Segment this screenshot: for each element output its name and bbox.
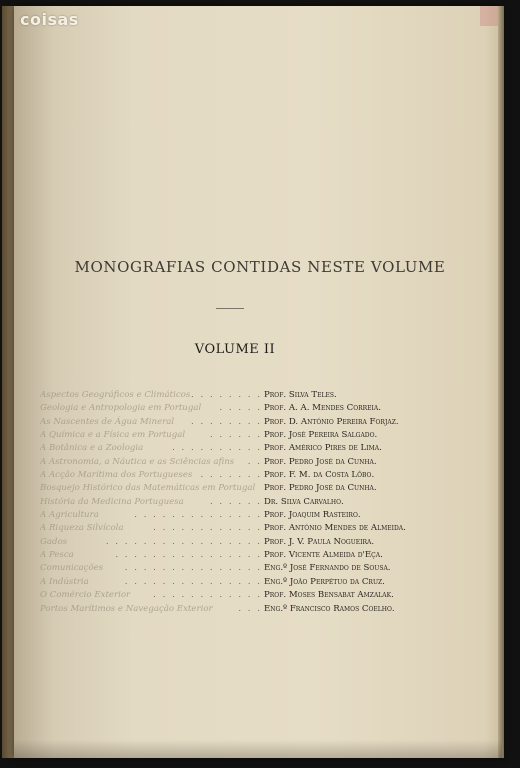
volume-title: VOLUME II [194,342,276,357]
monograph-author: Prof. Américo Pires de Lima. [264,443,382,454]
monograph-author: Prof. Pedro José da Cunha. [264,483,377,494]
leader-dots: . . . . . . . . . . . . . . . [124,576,262,587]
monograph-author: Prof. Silva Teles. [264,390,337,400]
contents-row [40,562,460,575]
monograph-author: Prof. Vicente Almeida d'Eça. [264,550,383,561]
page-heading: MONOGRAFIAS CONTIDAS NESTE VOLUME [74,258,446,276]
monograph-author: Prof. Moses Bensabat Amzalak. [264,590,394,601]
contents-row [40,496,460,509]
monograph-author: Prof. Joaquim Rasteiro. [264,510,361,521]
monograph-title: Portos Marítimos e Navegação Exterior [40,603,213,614]
monograph-title: A Pesca [40,550,74,561]
contents-list [40,389,460,616]
contents-row [40,603,460,616]
monograph-author: Prof. D. António Pereira Forjaz. [264,416,399,427]
leader-dots: . . . . . . . . . . . . . . . . [115,550,262,561]
page-right-edge [498,6,504,758]
contents-row [40,482,460,495]
monograph-author: Prof. Pedro José da Cunha. [264,456,377,467]
contents-row [40,456,460,469]
leader-dots: . . . [238,603,262,614]
contents-row [40,416,460,429]
monograph-author: Prof. J. V. Paula Nogueira. [264,536,375,547]
monograph-title: A Riqueza Silvícola [40,523,124,534]
contents-row [40,522,460,535]
monograph-title: Aspectos Geográficos e Climáticos [40,390,191,400]
heading-divider [216,308,244,309]
contents-row [40,549,460,562]
monograph-title: Comunicações [40,563,104,574]
contents-row [40,536,460,549]
contents-row [40,589,460,602]
leader-dots: . . . . . . . . [191,390,262,400]
contents-row [40,576,460,589]
contents-row [40,429,460,442]
monograph-title: A Astronomia, a Náutica e as Sciências afins [40,456,235,467]
leader-dots: . . . . . . . [200,470,262,481]
monograph-author: Prof. A. A. Mendes Correia. [264,403,381,414]
monograph-title: A Agricultura [40,510,99,521]
contents-row [40,442,460,455]
leader-dots: . . . . . . . . . . [172,443,262,454]
monograph-author: Prof. José Pereira Salgado. [264,430,378,441]
leader-dots: . . . . . . [209,496,262,507]
leader-dots: . . . . . . . . [191,416,262,427]
contents-row [40,402,460,415]
monograph-title: A Botânica e a Zoologia [40,443,144,454]
monograph-author: Eng.º Francisco Ramos Coelho. [264,603,395,614]
monograph-author: Eng.º João Perpétuo da Cruz. [264,576,385,587]
leader-dots: . . . . . . [209,430,262,441]
leader-dots: . . . . . . . . . . . . . . . . . [105,536,262,547]
leader-dots: . . [247,456,262,467]
leader-dots: . . . . . . . . . . . . [153,590,262,601]
monograph-title: As Nascentes de Água Mineral [40,416,175,427]
monograph-title: História da Medicina Portuguesa [40,496,184,507]
monograph-title: A Indústria [40,576,89,587]
contents-row [40,389,460,402]
leader-dots: . . . . . [219,403,262,414]
book-page [14,6,502,758]
leader-dots: . . . . . . . . . . . . . . . [124,563,262,574]
monograph-title: Geologia e Antropologia em Portugal [40,403,202,414]
monograph-title: A Acção Marítima dos Portugueses [40,470,193,481]
contents-row [40,469,460,482]
monograph-author: Prof. António Mendes de Almeida. [264,523,406,534]
monograph-title: O Comércio Exterior [40,590,131,601]
contents-row [40,509,460,522]
page-bottom-shadow [14,740,502,758]
monograph-author: Dr. Silva Carvalho. [264,496,344,507]
monograph-title: Gados [40,536,68,547]
watermark-logo: coisas [20,10,79,29]
monograph-author: Prof. F. M. da Costa Lôbo. [264,470,375,481]
monograph-title: Bosquejo Histórico das Matemáticas em Portugal [40,483,256,494]
monograph-title: A Química e a Física em Portugal [40,430,186,441]
leader-dots: . . . . . . . . . . . . . . [134,510,262,521]
leader-dots: . . . . . . . . . . . . [153,523,262,534]
monograph-author: Eng.º José Fernando de Sousa. [264,563,391,574]
